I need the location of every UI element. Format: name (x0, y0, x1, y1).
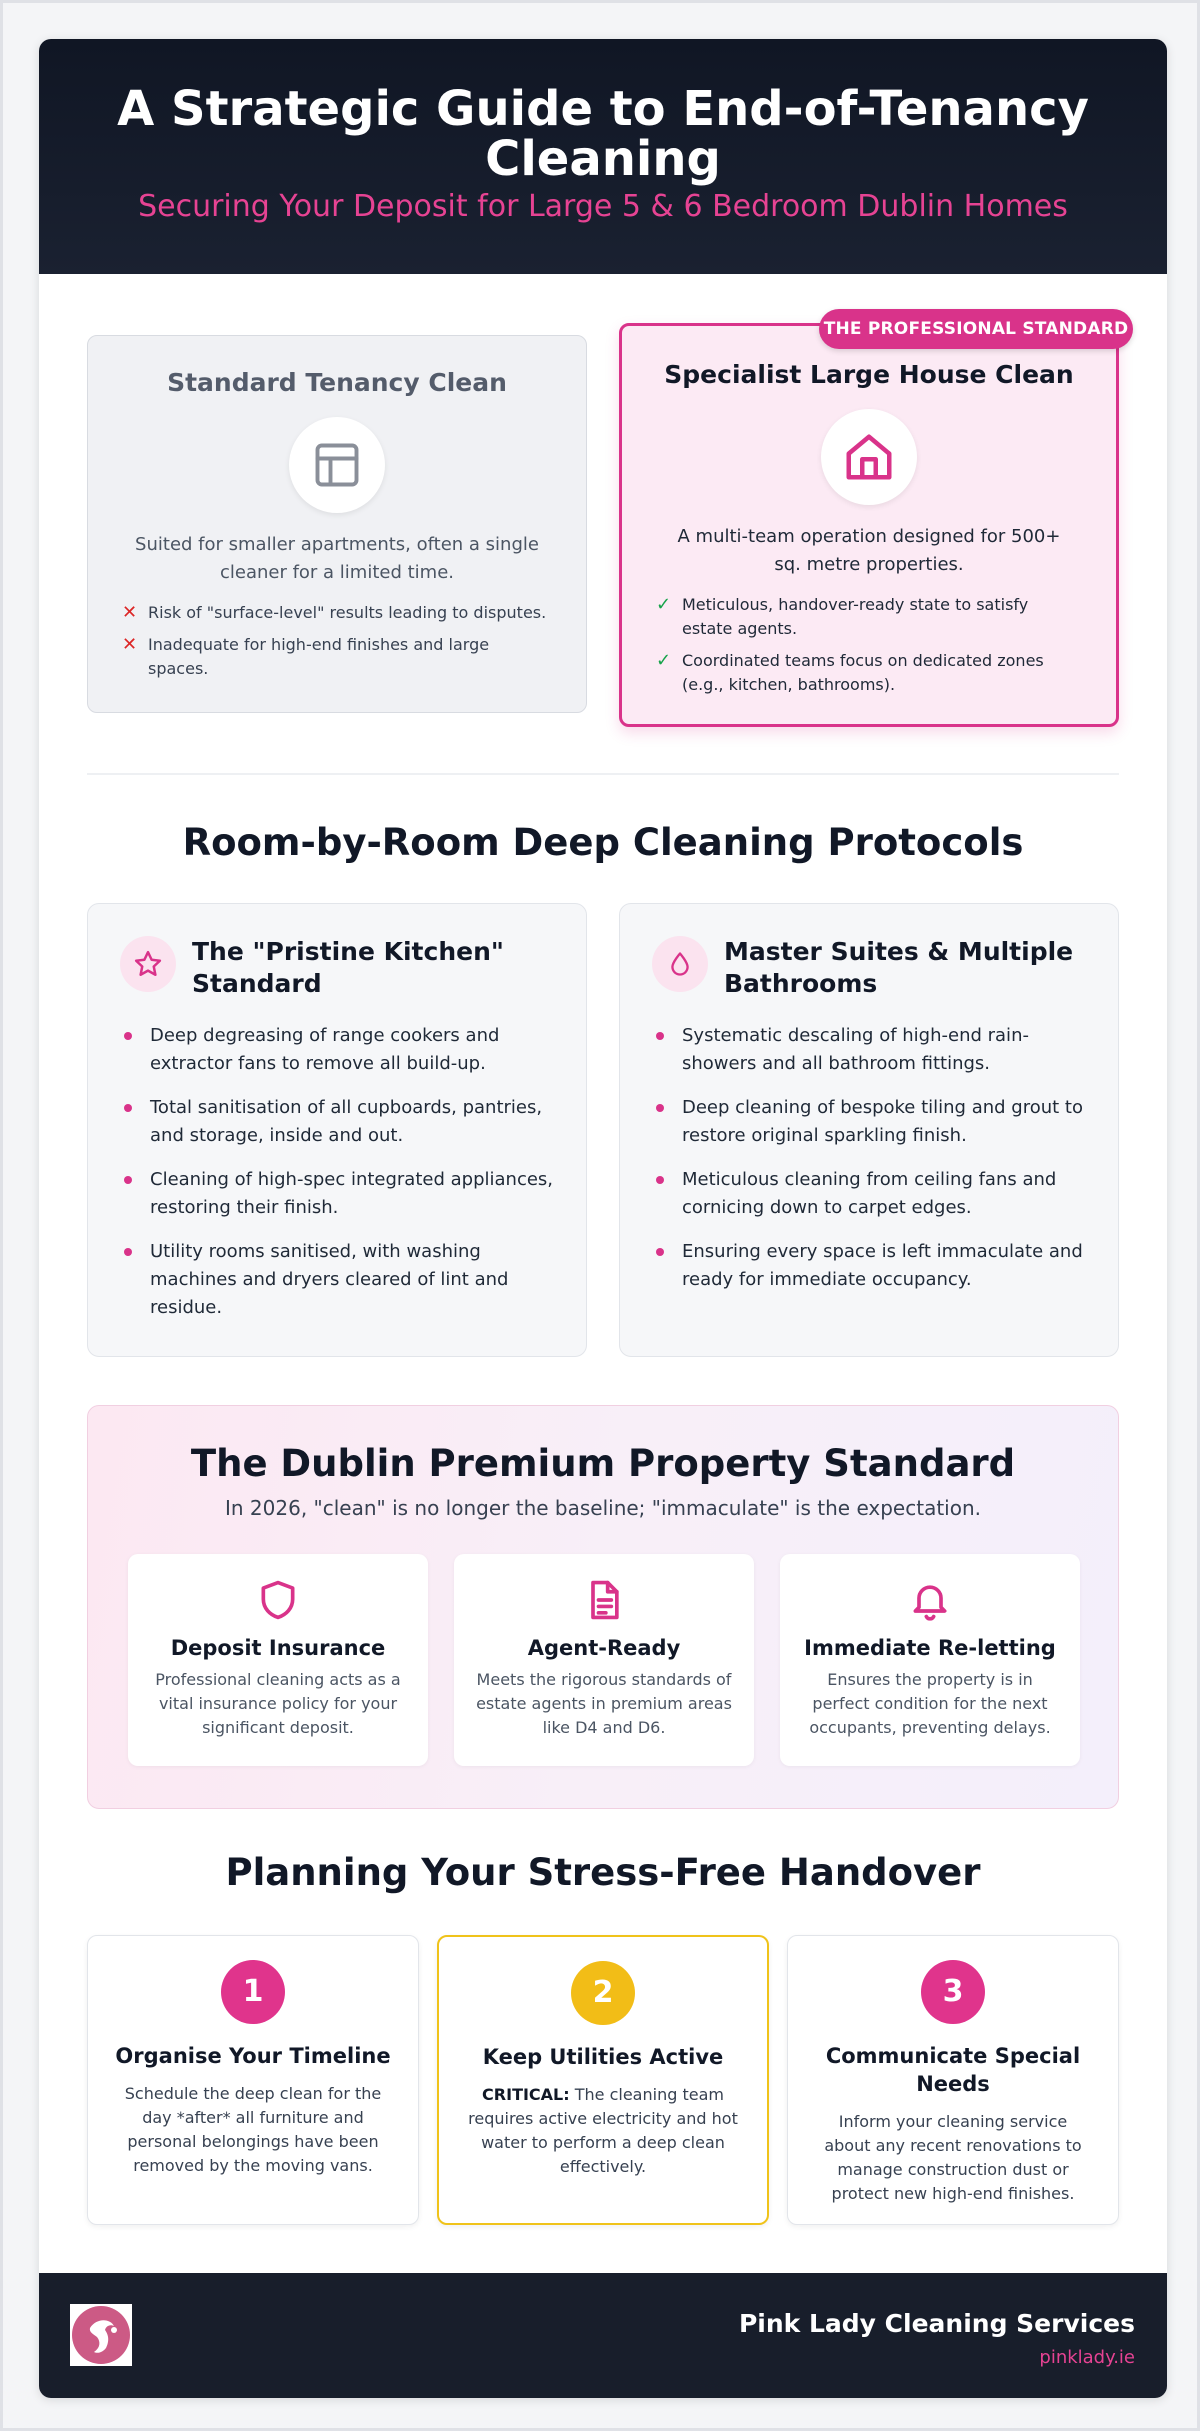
page-subtitle: Securing Your Deposit for Large 5 & 6 Bedroom Dublin Homes (138, 189, 1068, 224)
standard-clean-card (87, 335, 587, 713)
step-number: 2 (571, 1961, 635, 2025)
standard-clean-title: Standard Tenancy Clean (167, 368, 507, 397)
document-icon (582, 1578, 626, 1622)
premium-standard-panel (87, 1405, 1119, 1809)
professional-standard-badge: THE PROFESSIONAL STANDARD (819, 309, 1133, 349)
step-description: Schedule the deep clean for the day *after* all furniture and personal belongings have been removed by the moving vans. (124, 2084, 382, 2175)
shield-icon (256, 1578, 300, 1622)
layout-icon (289, 417, 385, 513)
list-item: Meticulous cleaning from ceiling fans and cornicing down to carpet edges. (652, 1166, 1090, 1222)
critical-label: CRITICAL: (482, 2085, 570, 2104)
infographic (39, 39, 1167, 2398)
feature-deposit-insurance (128, 1554, 428, 1766)
list-item: Deep degreasing of range cookers and extractor fans to remove all build-up. (120, 1022, 558, 1078)
kitchen-protocol-list (120, 1022, 558, 1338)
footer (39, 2273, 1167, 2398)
feature-immediate-reletting (780, 1554, 1080, 1766)
premium-standard-intro: In 2026, "clean" is no longer the baseline; "immaculate" is the expectation. (224, 1496, 981, 1520)
feature-agent-ready (454, 1554, 754, 1766)
feature-description: Ensures the property is in perfect condition for the next occupants, preventing delays. (809, 1670, 1051, 1737)
list-item: ✓ Coordinated teams focus on dedicated zones (e.g., kitchen, bathrooms). (656, 649, 1082, 697)
bell-icon (908, 1578, 952, 1622)
feature-name: Immediate Re-letting (804, 1636, 1056, 1660)
feature-description: Professional cleaning acts as a vital insurance policy for your significant deposit. (155, 1670, 401, 1737)
step-title: Communicate Special Needs (825, 2044, 1081, 2096)
standard-clean-description: Suited for smaller apartments, often a single cleaner for a limited time. (135, 534, 539, 583)
page-title: A Strategic Guide to End-of-Tenancy Cleaning (117, 81, 1089, 187)
star-icon (120, 936, 176, 992)
bathroom-protocol-card (619, 903, 1119, 1357)
divider (87, 773, 1119, 775)
premium-standard-title: The Dublin Premium Property Standard (190, 1442, 1016, 1485)
specialist-clean-title: Specialist Large House Clean (664, 360, 1074, 389)
check-icon: ✓ (656, 594, 672, 615)
list-item: Systematic descaling of high-end rain-showers and all bathroom fittings. (652, 1022, 1090, 1078)
kitchen-protocol-card (87, 903, 587, 1357)
step-description: Inform your cleaning service about any recent renovations to manage construction dust or protect new high-end finishes. (824, 2112, 1082, 2203)
step-card-3 (787, 1935, 1119, 2225)
step-description: CRITICAL: The cleaning team requires active electricity and hot water to perform a deep clean effectively. (468, 2085, 738, 2176)
list-item: ✕ Inadequate for high-end finishes and large spaces. (122, 633, 552, 681)
step-title: Organise Your Timeline (115, 2044, 391, 2068)
protocols-title: Room-by-Room Deep Cleaning Protocols (182, 821, 1024, 864)
feature-description: Meets the rigorous standards of estate agents in premium areas like D4 and D6. (476, 1670, 732, 1737)
house-icon (821, 409, 917, 505)
header (39, 39, 1167, 274)
step-card-1 (87, 1935, 419, 2225)
step-number: 1 (221, 1960, 285, 2024)
specialist-clean-benefits (656, 593, 1082, 697)
pink-lady-logo (70, 2304, 132, 2366)
x-icon: ✕ (122, 634, 138, 655)
bathroom-protocol-title: Master Suites & Multiple Bathrooms (724, 937, 1074, 998)
list-item: Total sanitisation of all cupboards, pantries, and storage, inside and out. (120, 1094, 558, 1150)
standard-clean-risks (122, 601, 552, 681)
droplet-icon (652, 936, 708, 992)
list-item: Cleaning of high-spec integrated appliances, restoring their finish. (120, 1166, 558, 1222)
step-number: 3 (921, 1960, 985, 2024)
specialist-clean-description: A multi-team operation designed for 500+ sq. metre properties. (677, 526, 1061, 575)
list-item: ✕ Risk of "surface-level" results leading to disputes. (122, 602, 547, 623)
bathroom-protocol-list (652, 1022, 1090, 1310)
website-link[interactable]: pinklady.ie (1039, 2347, 1135, 2368)
feature-name: Deposit Insurance (170, 1636, 386, 1660)
kitchen-protocol-title: The "Pristine Kitchen" Standard (192, 937, 504, 998)
list-item: Deep cleaning of bespoke tiling and grout to restore original sparkling finish. (652, 1094, 1090, 1150)
step-card-2 (437, 1935, 769, 2225)
brand-name: Pink Lady Cleaning Services (738, 2309, 1135, 2338)
step-title: Keep Utilities Active (482, 2045, 724, 2069)
list-item: ✓ Meticulous, handover-ready state to satisfy estate agents. (656, 593, 1082, 641)
list-item: Ensuring every space is left immaculate and ready for immediate occupancy. (652, 1238, 1090, 1294)
planning-title: Planning Your Stress-Free Handover (225, 1851, 981, 1894)
x-icon: ✕ (122, 602, 138, 623)
specialist-clean-card (619, 323, 1119, 727)
feature-name: Agent-Ready (527, 1636, 681, 1660)
check-icon: ✓ (656, 650, 672, 671)
list-item: Utility rooms sanitised, with washing machines and dryers cleared of lint and residue. (120, 1238, 558, 1322)
